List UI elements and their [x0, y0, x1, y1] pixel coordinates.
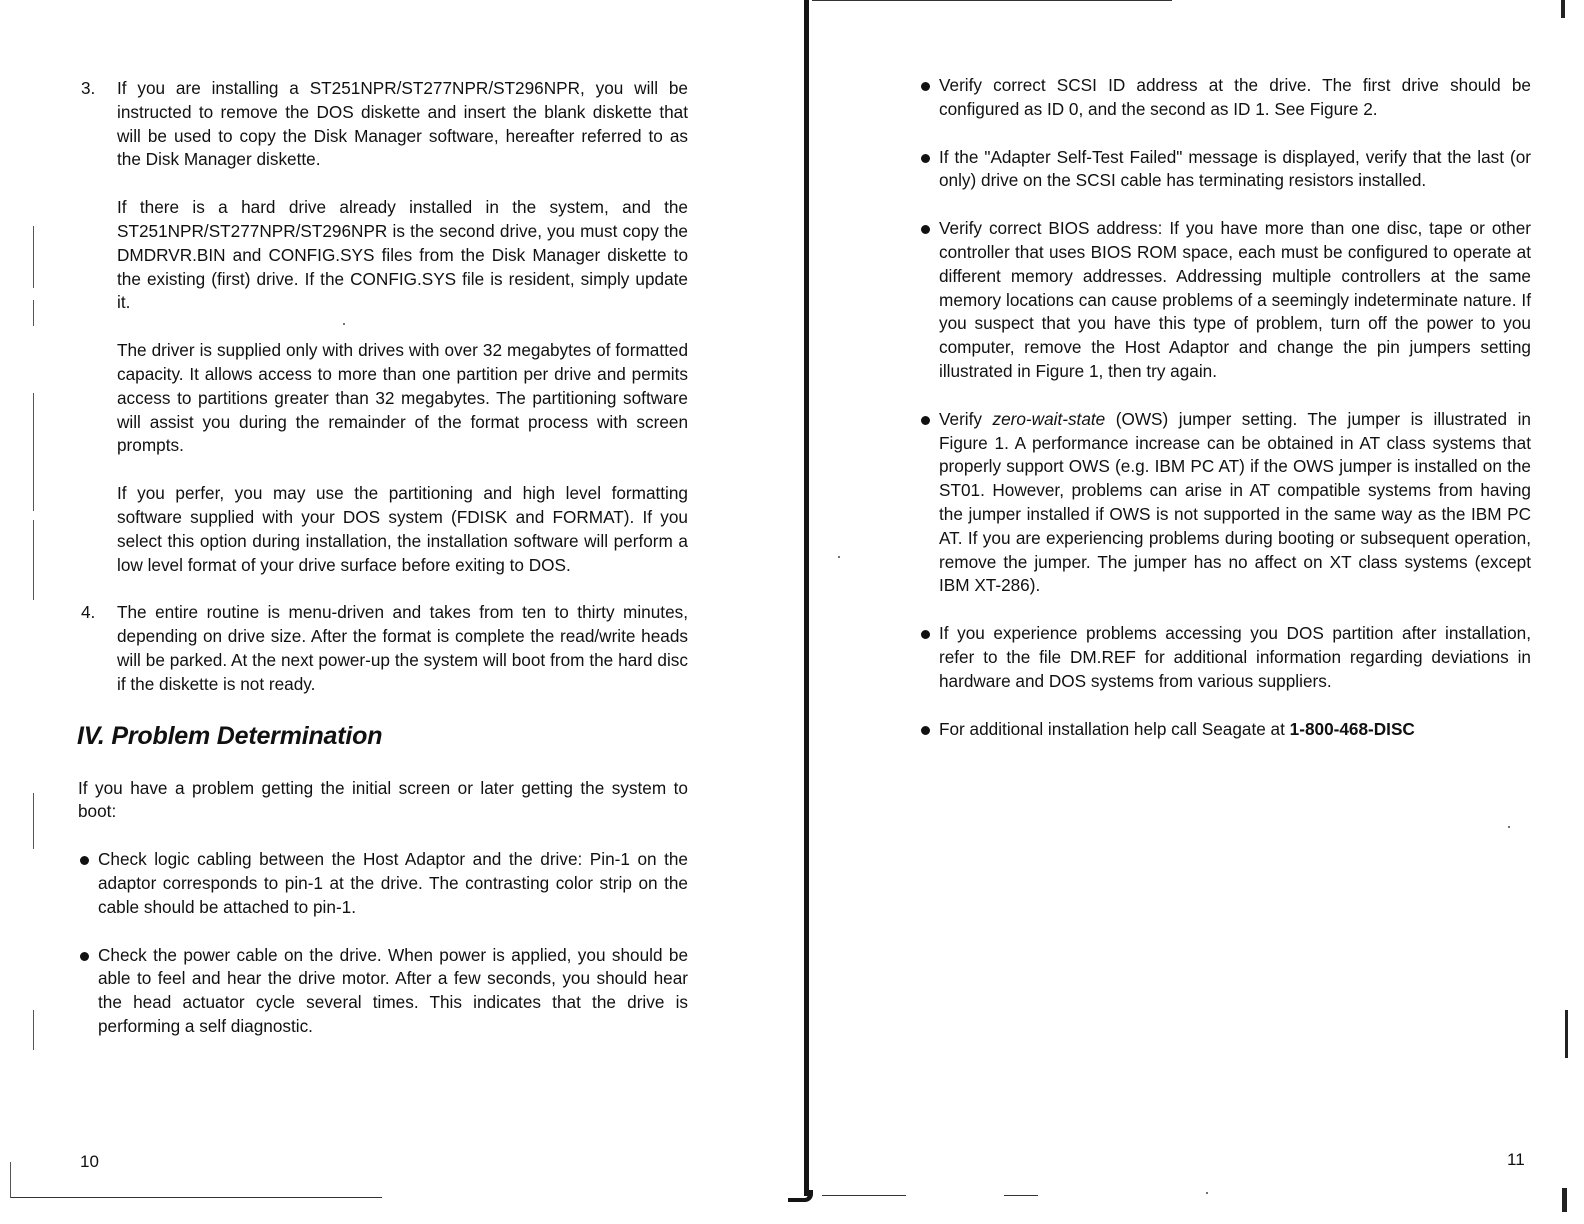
paragraph: If you perfer, you may use the partitioning and high level formatting software supplied with your DOS system (FDISK and FORMAT). If you select this option during installation, the installation software will perform a low level format of your drive surface before exiting to DOS.	[117, 483, 688, 575]
bottom-rule-left	[10, 1197, 382, 1198]
bullet-item	[919, 74, 1531, 122]
binding-spine	[804, 0, 809, 1196]
edge-mark	[33, 300, 34, 326]
edge-mark	[1565, 1010, 1568, 1058]
speck	[1508, 826, 1510, 828]
bullet-item	[919, 622, 1531, 693]
edge-mark	[1562, 1188, 1567, 1212]
page-number: 10	[80, 1152, 99, 1171]
edge-mark	[33, 226, 34, 288]
emphasis-text: zero-wait-state	[992, 408, 1106, 429]
edge-mark	[33, 520, 34, 600]
edge-mark	[1561, 0, 1565, 18]
speck	[838, 556, 840, 558]
top-rule	[812, 0, 1172, 1]
numbered-item-4	[78, 601, 688, 696]
speck	[1206, 1192, 1208, 1194]
bullet-item	[919, 146, 1531, 194]
item-number: 4.	[81, 602, 96, 623]
bullet-text: If the "Adapter Self-Test Failed" message is displayed, verify that the last (or only) drive on the SCSI cable has terminating resistors installed.	[939, 146, 1531, 191]
bullet-item	[919, 217, 1531, 384]
right-column	[919, 74, 1531, 765]
left-column	[78, 77, 688, 1063]
speck	[343, 323, 345, 325]
text-run: (OWS) jumper setting. The jumper is illustrated in Figure 1. A performance increase can be obtained in AT class systems that properly support OWS (e.g. IBM PC AT) if the OWS jumper is installed on the ST01. However, problems can arise in AT compatible systems from having the jumper installed if OWS is not supported in the same way as the IBM PC AT. If you are experiencing problems during booting or subsequent operation, remove the jumper. The jumper has no affect on XT class systems (except IBM XT-286).	[939, 408, 1531, 596]
bullet-item	[78, 848, 688, 919]
paragraph: If there is a hard drive already installed in the system, and the ST251NPR/ST277NPR/ST296NPR is the second drive, you must copy the DMDRVR.BIN and CONFIG.SYS files from the Disk Manager diskette to the existing (first) drive. If the CONFIG.SYS file is resident, simply update it.	[117, 197, 688, 313]
right-page	[812, 0, 1584, 1224]
phone-number: 1-800-468-DISC	[1289, 718, 1415, 739]
bullet-item	[919, 718, 1531, 742]
bullet-text	[939, 408, 1531, 598]
edge-mark	[33, 393, 34, 511]
binding-spine-foot	[788, 1190, 813, 1202]
paragraph: If you are installing a ST251NPR/ST277NPR/ST296NPR, you will be instructed to remove the DOS diskette and insert the blank diskette that will be used to copy the Disk Manager software, hereafter referred to as the Disk Manager diskette.	[117, 78, 688, 170]
edge-mark	[33, 793, 34, 849]
bullet-text: Verify correct SCSI ID address at the drive. The first drive should be configured as ID 0, and the second as ID 1. See Figure 2.	[939, 75, 1531, 119]
paragraph: The entire routine is menu-driven and takes from ten to thirty minutes, depending on drive size. After the format is complete the read/write heads will be parked. At the next power-up the system will boot from the hard disc if the diskette is not ready.	[117, 602, 688, 694]
bullet-text: If you experience problems accessing you DOS partition after installation, refer to the file DM.REF for additional information regarding deviations in hardware and DOS systems from various suppliers.	[939, 623, 1531, 691]
bullet-item	[919, 408, 1531, 598]
text-run: Verify	[939, 408, 993, 429]
bullet-icon	[921, 225, 930, 234]
section-heading: IV. Problem Determination	[77, 721, 383, 750]
bullet-item	[78, 944, 688, 1039]
section-intro: If you have a problem getting the initial screen or later getting the system to boot:	[78, 777, 688, 822]
bullet-text: Check the power cable on the drive. When power is applied, you should be able to feel and hear the drive motor. After a few seconds, you should hear the head actuator cycle several times. This indicates that the drive is performing a self diagnostic.	[98, 944, 688, 1036]
bullet-text	[939, 718, 1531, 742]
bullet-text: Verify correct BIOS address: If you have more than one disc, tape or other controller that uses BIOS ROM space, each must be configured to operate at different memory addresses. Addressing multiple controllers at the same memory locations can cause problems of a seemingly indeterminate nature. If you suspect that you have this type of problem, turn off the power to you computer, remove the Host Adaptor and change the pin jumpers setting illustrated in Figure 1, then try again.	[939, 218, 1531, 381]
edge-mark	[33, 1010, 34, 1050]
bottom-rule-dash	[1004, 1195, 1038, 1196]
item-number: 3.	[81, 78, 96, 98]
text-run: For additional installation help call Seagate at	[939, 718, 1290, 739]
page-number: 11	[1507, 1150, 1525, 1169]
bullet-text: Check logic cabling between the Host Adaptor and the drive: Pin-1 on the adaptor corresponds to pin-1 at the drive. The contrasting color strip on the cable should be attached to pin-1.	[98, 849, 688, 917]
bullet-icon	[921, 154, 930, 163]
bullet-icon	[80, 952, 89, 961]
edge-mark	[10, 1162, 11, 1198]
bullet-icon	[80, 856, 89, 865]
bullet-icon	[921, 416, 930, 425]
paragraph: The driver is supplied only with drives with over 32 megabytes of formatted capacity. It allows access to more than one partition per drive and permits access to partitions greater than 32 megabytes. The partitioning software will assist you during the remainder of the format process with screen prompts.	[117, 340, 688, 456]
bullet-icon	[921, 630, 930, 639]
bullet-icon	[921, 726, 930, 735]
bullet-icon	[921, 82, 930, 91]
numbered-item-3	[78, 77, 688, 577]
bottom-rule-right	[822, 1195, 906, 1196]
